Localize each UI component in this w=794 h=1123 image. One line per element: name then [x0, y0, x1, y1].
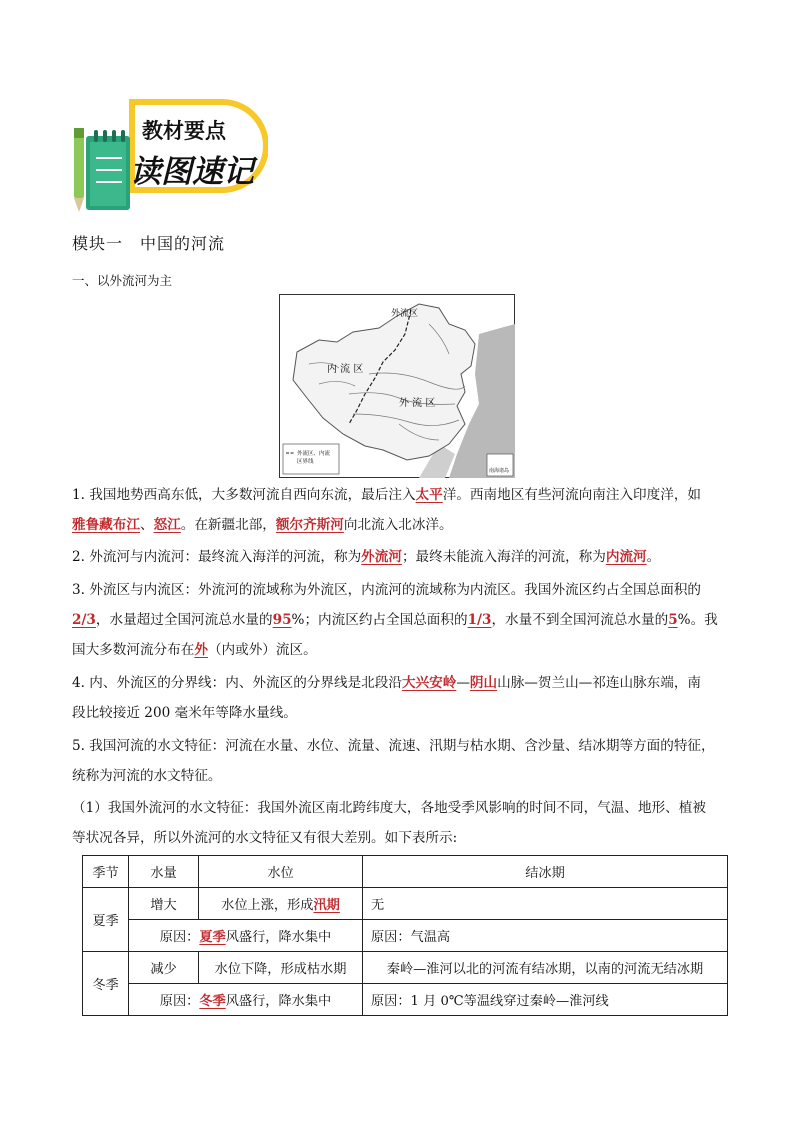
table-header-row: [83, 856, 728, 888]
map-island-label: 南海诸岛: [489, 468, 510, 474]
table-row: 原因：夏季风盛行，降水集中 原因：气温高: [83, 920, 728, 952]
answer: 1/3: [467, 612, 492, 628]
answer: 5: [668, 612, 678, 628]
map-label-outer-top: 外流区: [391, 309, 419, 319]
answer: 2/3: [72, 612, 96, 628]
answer: 内流河: [605, 549, 647, 565]
answer: 雅鲁藏布江: [72, 517, 140, 533]
table-row: 冬季 减少 水位下降，形成枯水期 秦岭—淮河以北的河流有结冰期，以南的河流无结冰期: [83, 952, 728, 984]
answer: 怒江: [153, 517, 181, 533]
answer: 95: [272, 612, 292, 628]
map-legend-line-2: 区界线: [297, 459, 314, 465]
notebook-icon: [86, 130, 130, 210]
answer: 太平: [415, 487, 443, 503]
season-winter: 冬季: [83, 952, 129, 1016]
paragraph-3: 3. 外流区与内流区：外流河的流域称为外流区，内流河的流域称为内流区。我国外流区约占全国总面积的 2/3，水量超过全国河流总水量的95%；内流区约占全国总面积的1/3，水量不到全国河流总水量的5%。我 国大多数河流分布在外（内或外）流区。: [72, 582, 718, 658]
map-label-inner: 内 流 区: [327, 364, 364, 375]
season-summer: 夏季: [83, 888, 129, 952]
answer: 额尔齐斯河: [275, 517, 344, 533]
table-header: 结冰期: [363, 856, 728, 888]
paragraph-6: （1）我国外流河的水文特征：我国外流区南北跨纬度大，各地受季风影响的时间不同，气温、地形、植被 等状况各异，所以外流河的水文特征又有很大差别。如下表所示:: [72, 800, 706, 846]
table-header: 季节: [83, 856, 129, 888]
answer: 汛期: [313, 898, 340, 913]
module-title: 模块一 中国的河流: [72, 234, 226, 253]
paragraph-4: 4. 内、外流区的分界线：内、外流区的分界线是北段沿大兴安岭—阴山山脉—贺兰山—祁连山脉东端，南 段比较接近 200 毫米年等降水量线。: [72, 675, 702, 721]
answer: 阴山: [469, 675, 498, 691]
table-header: 水位: [199, 856, 363, 888]
paragraph-5: 5. 我国河流的水文特征：河流在水量、水位、流量、流速、汛期与枯水期、含沙量、结冰期等方面的特征， 统称为河流的水文特征。: [72, 738, 715, 784]
paragraph-1: 1. 我国地势西高东低，大多数河流自西向东流，最后注入太平洋。西南地区有些河流向南注入印度洋，如 雅鲁藏布江、怒江。在新疆北部，额尔齐斯河向北流入北冰洋。: [72, 487, 702, 533]
table-row: 夏季 增大 水位上涨，形成汛期 无: [83, 888, 728, 920]
table-header: 水量: [129, 856, 199, 888]
table-row: 原因：冬季风盛行，降水集中 原因：1 月 0℃等温线穿过秦岭—淮河线: [83, 984, 728, 1016]
paragraph-2: 2. 外流河与内流河：最终流入海洋的河流，称为外流河；最终未能流入海洋的河流，称为内流河。: [72, 549, 661, 565]
pen-icon: [74, 128, 84, 212]
badge-line-2: 读图速记: [130, 154, 254, 190]
answer: 大兴安岭: [401, 675, 457, 691]
badge-line-1: 教材要点: [142, 119, 226, 143]
answer: 夏季: [199, 930, 226, 945]
map-legend-line-1: 外流区、内流: [297, 451, 331, 457]
china-river-map: [279, 294, 515, 478]
answer: 冬季: [199, 994, 226, 1009]
hydrology-table: [82, 855, 728, 1016]
section-title: 一、以外流河为主: [72, 273, 173, 288]
answer: 外流河: [361, 549, 402, 565]
header-badge: [72, 98, 268, 216]
map-label-outer: 外 流 区: [399, 398, 436, 409]
answer: 外: [194, 642, 208, 658]
